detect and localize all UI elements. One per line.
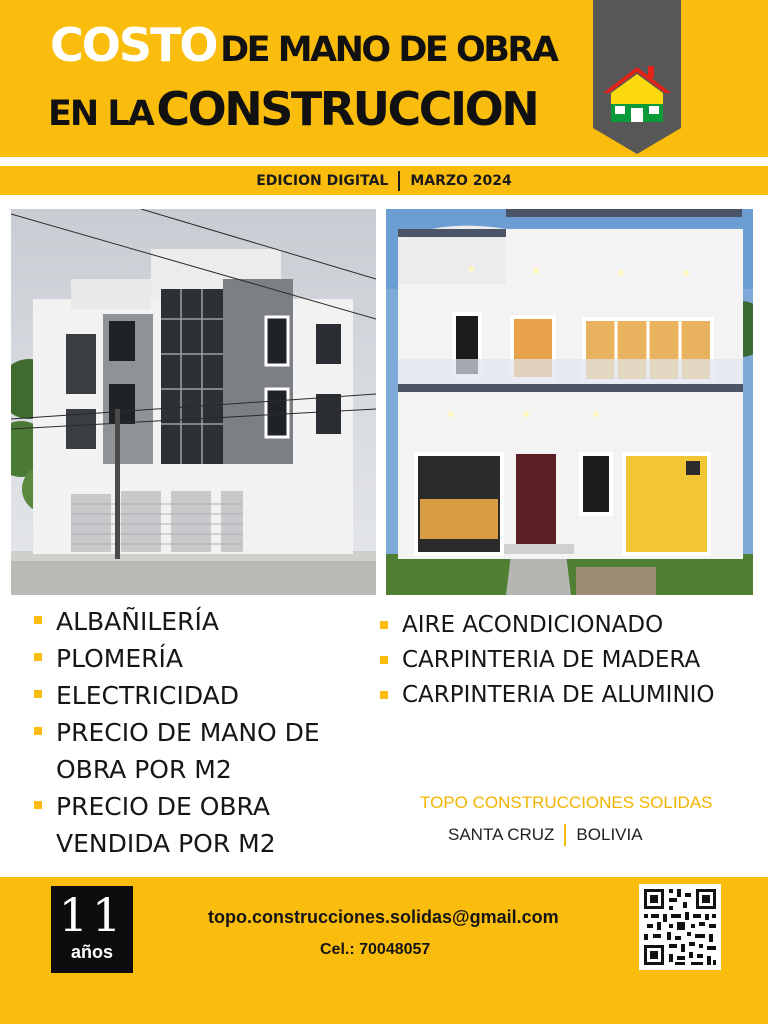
list-item: ELECTRICIDAD xyxy=(34,677,364,714)
anniversary-number: 11 xyxy=(58,888,126,942)
location-country: BOLIVIA xyxy=(576,825,643,844)
edition-bar xyxy=(0,166,768,195)
house-logo-icon xyxy=(593,0,681,154)
services-list-right xyxy=(380,608,765,713)
list-item: PRECIO DE MANO DE OBRA POR M2 xyxy=(34,714,364,788)
anniversary-badge xyxy=(51,886,133,973)
title-line-1 xyxy=(50,18,556,72)
list-item: ALBAÑILERÍA xyxy=(34,603,364,640)
anniversary-label: años xyxy=(70,942,113,962)
list-item: AIRE ACONDICIONADO xyxy=(380,608,765,643)
location-city: SANTA CRUZ xyxy=(448,825,555,844)
title-line-2 xyxy=(48,82,537,136)
services-list-left xyxy=(34,603,364,862)
company-name: TOPO CONSTRUCCIONES SOLIDAS xyxy=(420,793,713,812)
header-divider xyxy=(0,157,768,166)
title-construccion: CONSTRUCCION xyxy=(156,82,538,136)
list-item: PRECIO DE OBRA VENDIDA POR M2 xyxy=(34,788,364,862)
contact-email[interactable]: topo.construcciones.solidas@gmail.com xyxy=(208,907,559,927)
list-item: CARPINTERIA DE MADERA xyxy=(380,643,765,678)
list-item: PLOMERÍA xyxy=(34,640,364,677)
company-location xyxy=(448,824,643,846)
edition-label: EDICION DIGITAL xyxy=(256,172,389,189)
title-en-la: EN LA xyxy=(48,94,153,134)
contact-phone[interactable]: Cel.: 70048057 xyxy=(320,941,431,958)
edition-separator xyxy=(398,171,400,191)
location-separator xyxy=(564,824,566,846)
house-photo-right xyxy=(386,209,753,595)
title-word-costo: COSTO xyxy=(50,18,217,72)
building-photo-left xyxy=(11,209,376,595)
list-item: CARPINTERIA DE ALUMINIO xyxy=(380,678,765,713)
title-mano-de-obra: DE MANO DE OBRA xyxy=(220,30,557,70)
qr-code-icon[interactable] xyxy=(639,884,721,970)
edition-date: MARZO 2024 xyxy=(410,172,512,189)
